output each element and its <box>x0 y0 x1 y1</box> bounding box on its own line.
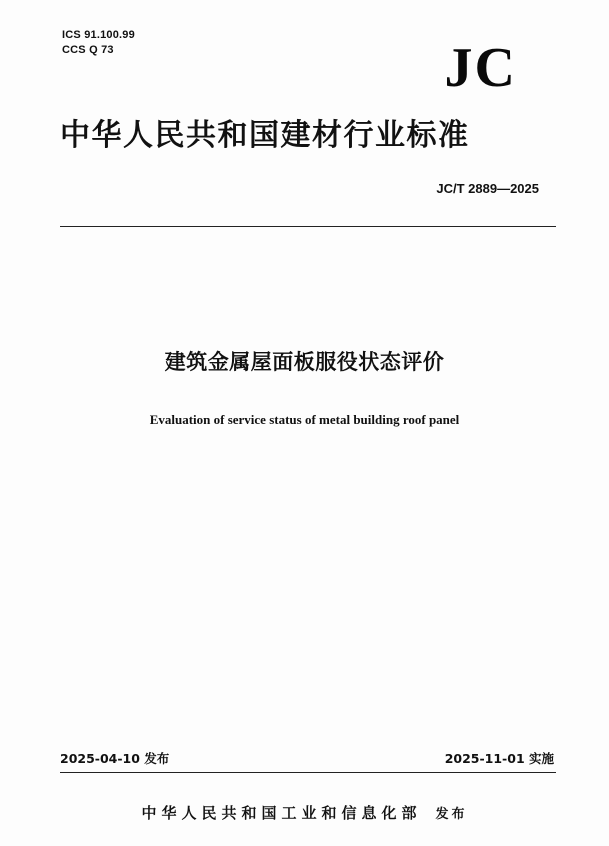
issue-date: 2025-04-10 发布 <box>60 751 170 766</box>
document-title-english: Evaluation of service status of metal building roof panel <box>149 412 460 427</box>
ccs-code: CCS Q 73 <box>62 44 114 56</box>
publisher-line <box>0 803 609 825</box>
publish-label: 发布 <box>435 807 468 822</box>
ics-code: ICS 91.100.99 <box>62 29 135 41</box>
document-title-chinese: 建筑金属屋面板服役状态评价 <box>164 350 445 374</box>
top-divider <box>60 226 556 227</box>
jc-logo: JC <box>444 37 517 99</box>
implementation-date: 2025-11-01 实施 <box>444 751 554 766</box>
bottom-divider <box>60 772 556 773</box>
standard-category-title: 中华人民共和国建材行业标准 <box>60 118 470 153</box>
publisher-name: 中华人民共和国工业和信息化部 <box>141 804 422 822</box>
standard-number: JC/T 2889—2025 <box>436 181 539 196</box>
